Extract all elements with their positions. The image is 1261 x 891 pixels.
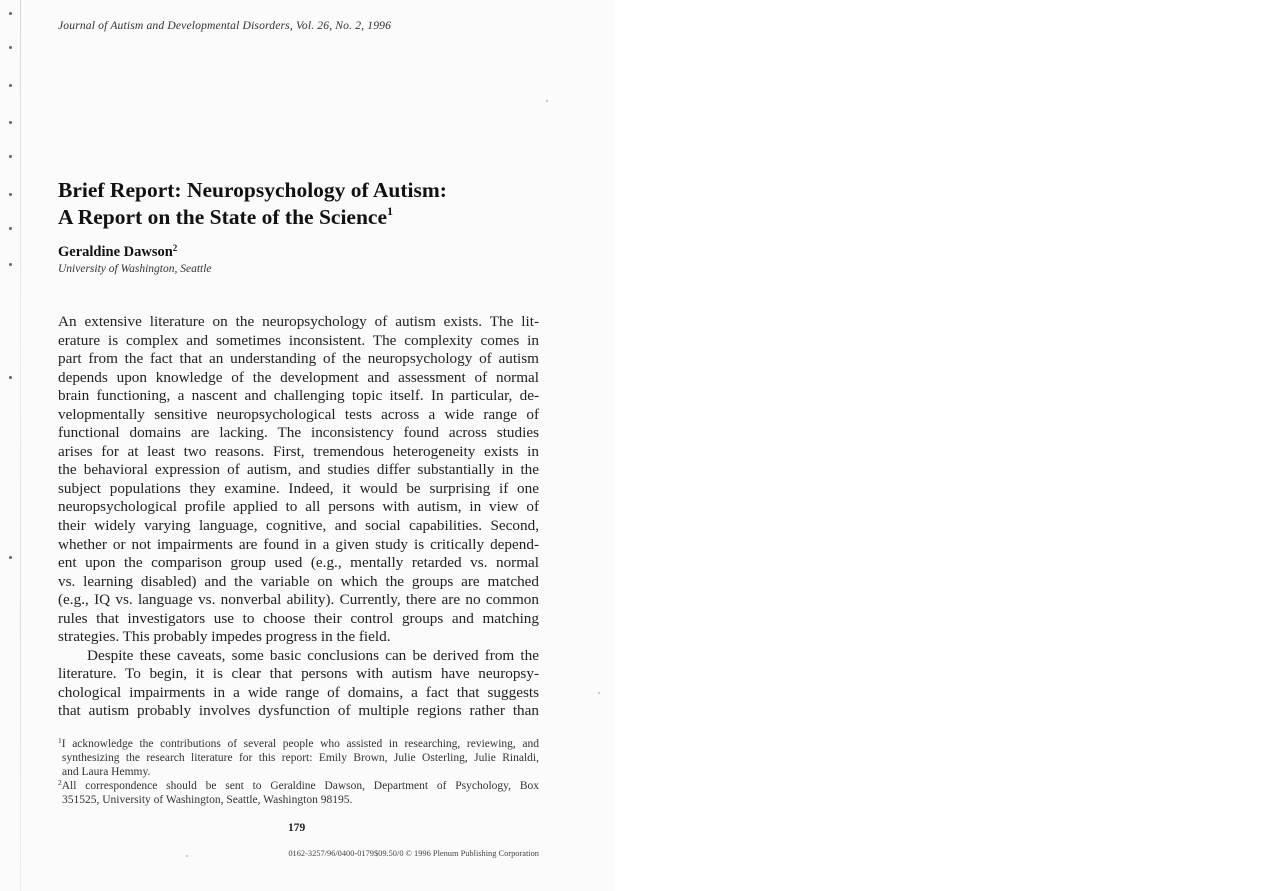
body-line: brain functioning, a nascent and challenging topic itself. In particular, de- xyxy=(58,387,539,405)
journal-header: Journal of Autism and Developmental Disorders, Vol. 26, No. 2, 1996 xyxy=(58,19,392,32)
title-line-1: Brief Report: Neuropsychology of Autism: xyxy=(58,178,447,202)
footnote-line: and Laura Hemmy. xyxy=(62,766,151,778)
binding-mark xyxy=(9,12,12,15)
body-line: their widely varying language, cognitive, and social capabilities. Second, xyxy=(58,517,539,535)
binding-edge xyxy=(20,0,21,891)
body-line: functional domains are lacking. The inconsistency found across studies xyxy=(58,424,539,442)
footnote-line: $^1$I acknowledge the contributions of several people who assisted in researching, reviewing, and xyxy=(58,736,539,750)
body-line: velopmentally sensitive neuropsychological tests across a wide range of xyxy=(58,405,539,423)
title-line-2: A Report on the State of the Science$^1$ xyxy=(58,204,394,229)
footnote-2 xyxy=(58,779,539,807)
binding-mark xyxy=(9,46,12,49)
scan-speck xyxy=(186,855,188,857)
body-line: vs. learning disabled) and the variable on which the groups are matched xyxy=(58,572,539,590)
binding-mark xyxy=(9,556,12,559)
body-line: whether or not impairments are found in a given study is critically depend- xyxy=(58,535,539,553)
binding-mark xyxy=(9,376,12,379)
scan-speck xyxy=(598,692,600,694)
copyright-line: 0162-3257/96/0400-0179$09.50/0 © 1996 Plenum Publishing Corporation xyxy=(288,849,539,858)
footnote-marker: 1 xyxy=(58,736,62,745)
body-line: (e.g., IQ vs. language vs. nonverbal ability). Currently, there are no common xyxy=(58,591,539,609)
binding-mark xyxy=(9,193,12,196)
body-line: An extensive literature on the neuropsychology of autism exists. The lit- xyxy=(58,313,539,330)
scan-speck xyxy=(546,100,548,102)
body-line: Despite these caveats, some basic conclusions can be derived from the xyxy=(87,646,539,664)
article-title xyxy=(58,177,447,231)
binding-mark xyxy=(9,155,12,158)
binding-mark xyxy=(9,84,12,87)
page-number: 179 xyxy=(288,822,306,834)
author-footnote-marker: 2 xyxy=(172,243,178,253)
binding-mark xyxy=(9,263,12,266)
body-line: rules that investigators use to choose their control groups and matching xyxy=(58,609,539,627)
binding-mark xyxy=(9,121,12,124)
body-line: neuropsychological profile applied to all persons with autism, in view of xyxy=(58,498,539,516)
body-line: the behavioral expression of autism, and studies differ substantially in the xyxy=(58,461,539,479)
footnote-line: synthesizing the research literature for this report: Emily Brown, Julie Osterling, Julie Rinaldi, xyxy=(62,752,539,764)
body-line: erature is complex and sometimes inconsistent. The complexity comes in xyxy=(58,331,539,349)
footnote-line: 351525, University of Washington, Seattle, Washington 98195. xyxy=(62,794,353,806)
footnote-line: $^2$All correspondence should be sent to Geraldine Dawson, Department of Psychology, Box xyxy=(58,778,539,792)
author-name: Geraldine Dawson$^2$ xyxy=(58,243,178,260)
body-line: strategies. This probably impedes progress in the field. xyxy=(58,628,391,646)
body-line: literature. To begin, it is clear that persons with autism have neuropsy- xyxy=(58,665,539,683)
body-line: arises for at least two reasons. First, tremendous heterogeneity exists in xyxy=(58,442,539,460)
author-affiliation: University of Washington, Seattle xyxy=(58,263,212,275)
article-body xyxy=(58,313,539,721)
footnote-marker: 2 xyxy=(58,778,62,787)
body-line: depends upon knowledge of the development and assessment of normal xyxy=(58,368,539,386)
body-line: ent upon the comparison group used (e.g., mentally retarded vs. normal xyxy=(58,554,539,572)
body-line: subject populations they examine. Indeed, it would be surprising if one xyxy=(58,479,539,497)
footnote-1 xyxy=(58,737,539,779)
body-line: that autism probably involves dysfunction of multiple regions rather than xyxy=(58,702,539,720)
title-footnote-marker: 1 xyxy=(387,204,394,218)
body-line: part from the fact that an understanding of the neuropsychology of autism xyxy=(58,350,539,368)
body-line: chological impairments in a wide range of domains, a fact that suggests xyxy=(58,683,539,701)
binding-mark xyxy=(9,227,12,230)
